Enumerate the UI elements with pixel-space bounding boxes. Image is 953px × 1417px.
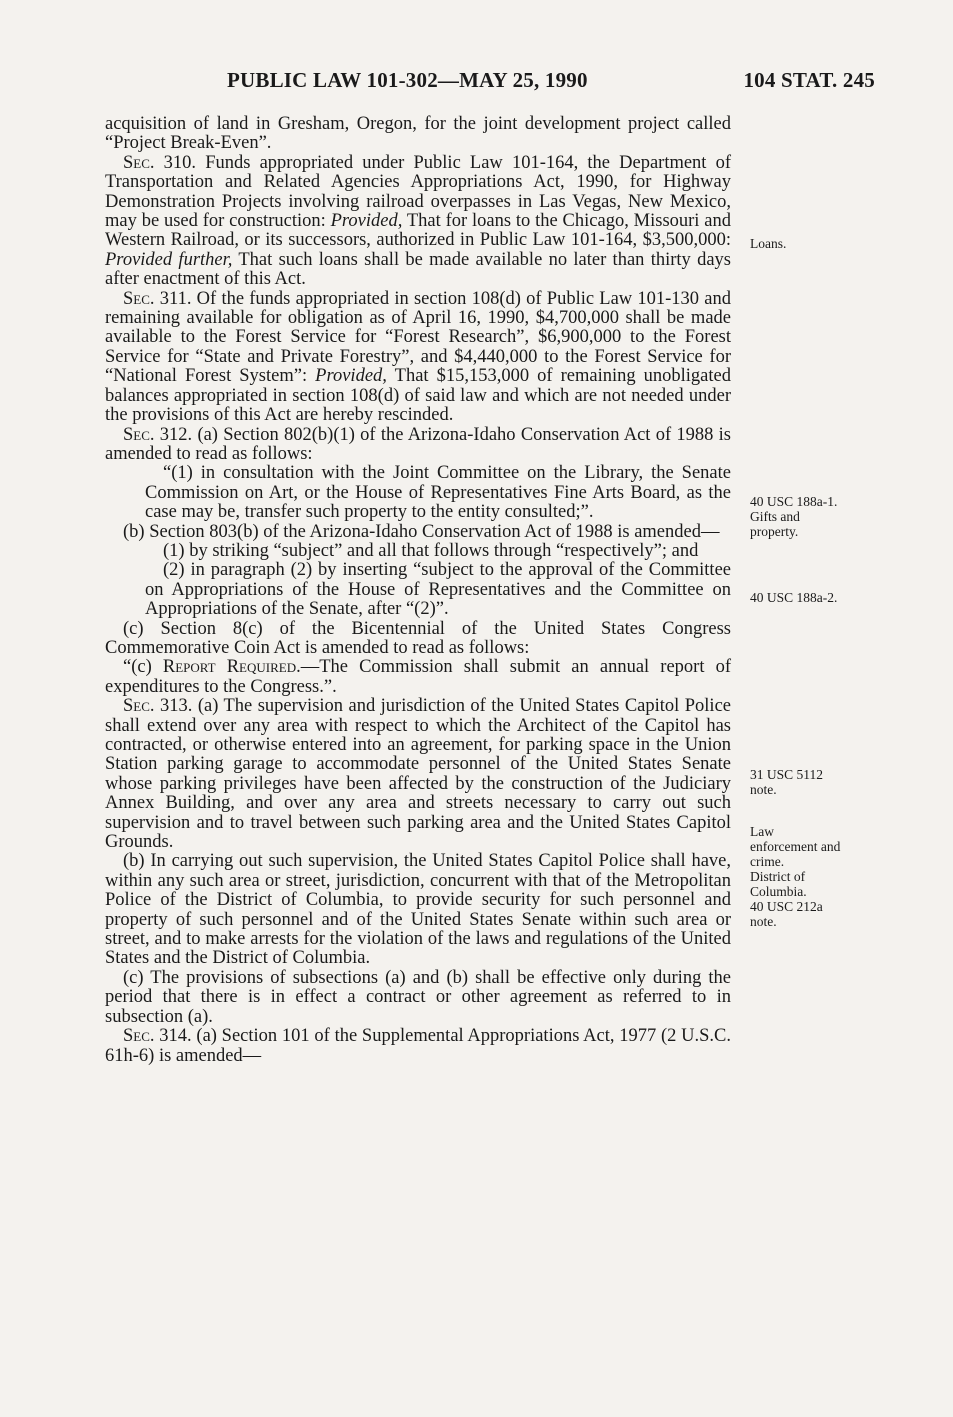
report-required-heading: Report Required. [162, 657, 301, 678]
section-label: Sec. 314. [123, 1026, 192, 1047]
proviso: Provided, [315, 366, 387, 387]
subsection-c: (c) Section 8(c) of the Bicentennial of the United States Congress Commemorative Coin Act is amended to read as follows: [105, 618, 731, 658]
margin-note-40usc188a-2: 40 USC 188a-2. [750, 590, 838, 605]
section-label: Sec. 311. [123, 288, 192, 309]
section-310: Sec. 310. Funds appropriated under Public Law 101-164, the Department of Transportation and Related Agencies Appropriations Act, 1990, for Highway Demonstration Projects involving railroad overpasses in Las Vegas, New Mexico, may be used for construction: Provided, That for loans to the Chicago, Missouri and Western Railroad, or its successors, authorized in Public Law 101-164, $3,500,000: Provided further, That such loans shall be made available no later than thirty days after enactment of this Act. [105, 152, 732, 290]
margin-note-law-enforcement: Law enforcement and crime. District of Columbia. 40 USC 212a note. [750, 824, 841, 929]
section-313-c: (c) The provisions of subsections (a) and (b) shall be effective only during the period that there is in effect a contract or other agreement as referred to in subsection (a). [105, 967, 731, 1027]
quoted-amendment: “(1) in consultation with the Joint Committee on the Library, the Senate Commission on Art, or the House of Representatives Fine Arts Board, as the case may be, transfer such property to the entity consulted;”. [145, 463, 731, 523]
body-text [105, 115, 731, 1066]
section-314: Sec. 314. (a) Section 101 of the Supplemental Appropriations Act, 1977 (2 U.S.C. 61h-6) is amended— [105, 1026, 731, 1066]
margin-note-40usc188a-1: 40 USC 188a-1. Gifts and property. [750, 494, 838, 539]
section-312: Sec. 312. (a) Section 802(b)(1) of the Arizona-Idaho Conservation Act of 1988 is amended to read as follows: [105, 424, 731, 464]
paragraph-continuation: acquisition of land in Gresham, Oregon, for the joint development project called “Project Break-Even”. [105, 114, 731, 154]
subsection-b: (b) Section 803(b) of the Arizona-Idaho Conservation Act of 1988 is amended— [123, 521, 720, 542]
section-313-b: (b) In carrying out such supervision, the United States Capitol Police shall have, within any such area or street, jurisdiction, concurrent with that of the Metropolitan Police of the District of Columbia, to provide security for such personnel and property of such personnel and of the United States Senate within such area or street, and to make arrests for the violation of the laws and regulations of the United States and the District of Columbia. [105, 851, 731, 969]
section-311: Sec. 311. Of the funds appropriated in section 108(d) of Public Law 101-130 and remaining available for obligation as of April 16, 1990, $4,700,000 shall be made available to the Forest Service for “Forest Research”, $6,900,000 to the Forest Service for “State and Private Forestry”, and $4,440,000 to the Forest Service for “National Forest System”: Provided, That $15,153,000 of remaining unobligated balances appropriated in section 108(d) of said law and which are not needed under the provisions of this Act are hereby rescinded. [105, 288, 732, 426]
clause-1: (1) by striking “subject” and all that follows through “respectively”; and [163, 540, 699, 561]
statute-page-number: 104 STAT. 245 [743, 68, 875, 92]
section-label: Sec. 310. [123, 152, 197, 173]
page-title: PUBLIC LAW 101-302—MAY 25, 1990 [227, 68, 588, 92]
clause-2: (2) in paragraph (2) by inserting “subject to the approval of the Committee on Appropriations of the House of Representatives and the Committee on Appropriations of the Senate, after “(2)”. [145, 560, 731, 620]
margin-note-loans: Loans. [750, 236, 787, 251]
margin-note-31usc5112: 31 USC 5112 note. [750, 767, 824, 797]
proviso: Provided further, [105, 249, 233, 270]
section-label: Sec. 313. [123, 696, 193, 717]
report-required-paragraph: “(c) Report Required.—The Commission shall submit an annual report of expenditures to the Congress.”. [105, 657, 731, 697]
proviso: Provided, [330, 211, 403, 232]
page-header [105, 68, 875, 98]
section-313: Sec. 313. (a) The supervision and jurisdiction of the United States Capitol Police shall extend over any area with respect to which the Architect of the Capitol has contracted, or otherwise entered into an agreement, for parking space in the Union Station parking garage to accommodate personnel of the United States Senate whose parking privileges have been affected by the construction of the Judiciary Annex Building, and over any area and streets necessary to carry out such supervision and to travel between such parking area and the United States Capitol Grounds. [105, 696, 731, 853]
section-label: Sec. 312. [123, 424, 193, 445]
